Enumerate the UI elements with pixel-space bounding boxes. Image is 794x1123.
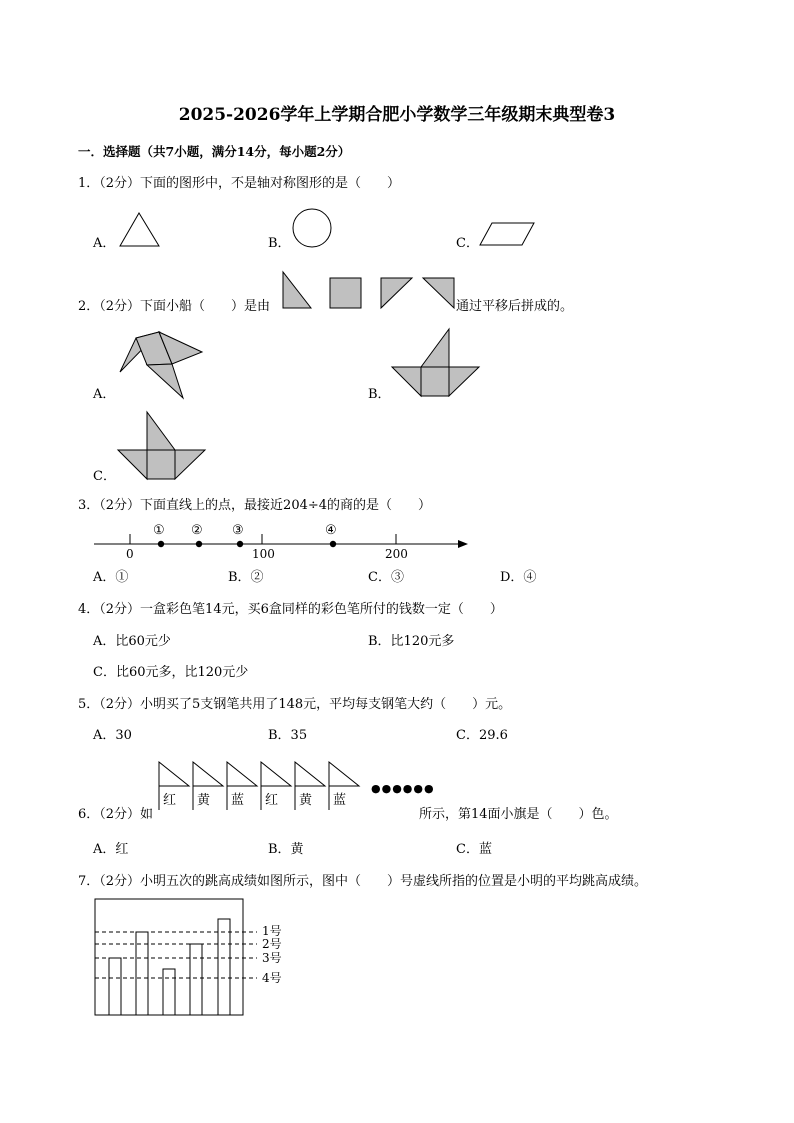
q1-option-b[interactable]: B． [268,236,291,251]
q6-option-c[interactable]: C．蓝 [456,842,492,857]
q2-option-a[interactable]: A． [93,387,116,402]
q4-option-c[interactable]: C．比60元多，比120元少 [93,665,249,680]
q2-option-c[interactable]: C． [93,469,116,484]
q6-option-a[interactable]: A．红 [93,842,129,857]
line-label-3: 3号 [262,951,282,965]
q2-option-c-figure [116,409,208,481]
q4-option-b[interactable]: B．比120元多 [368,634,455,649]
point-label-1: ① [153,523,165,538]
question-7-stem: 7．（2分）小明五次的跳高成绩如图所示，图中（ ）号虚线所指的位置是小明的平均跳高成绩。 [78,874,648,889]
parallelogram-icon [478,221,538,247]
q6-option-b[interactable]: B．黄 [268,842,304,857]
q5-option-b[interactable]: B．35 [268,728,308,743]
flag-label-5: 黄 [299,793,313,808]
q3-option-d[interactable]: D．④ [500,570,537,585]
q4-option-a[interactable]: A．比60元少 [93,634,171,649]
q2-option-b[interactable]: B． [368,387,391,402]
question-3-stem: 3．（2分）下面直线上的点，最接近204÷4的商的是（ ） [78,498,432,513]
question-4-stem: 4．（2分）一盒彩色笔14元，买6盒同样的彩色笔所付的钱数一定（ ） [78,602,503,617]
q5-option-c[interactable]: C．29.6 [456,728,508,743]
question-2-stem-start: 2．（2分）下面小船（ ）是由 [78,299,271,314]
question-6-stem-start: 6．（2分）如 [78,807,154,822]
section-heading: 一．选择题（共7小题，满分14分，每小题2分） [78,144,351,159]
tick-label-100: 100 [252,547,275,561]
q2-option-b-figure [390,326,482,398]
flag-label-1: 红 [163,793,177,808]
tick-label-0: 0 [126,547,134,561]
high-jump-chart [94,898,266,1018]
q2-option-a-figure [116,328,206,400]
q5-option-a[interactable]: A．30 [93,728,132,743]
q3-option-c[interactable]: C．③ [368,570,404,585]
question-6-stem-end: 所示，第14面小旗是（ ）色。 [419,807,618,822]
flag-label-3: 蓝 [231,793,245,808]
q1-option-c[interactable]: C． [456,236,479,251]
continuation-dots: ●●●●●● [371,782,435,795]
flag-label-2: 黄 [197,793,211,808]
component-shapes-icon [281,270,457,312]
number-line [92,520,472,564]
flag-label-4: 红 [265,793,279,808]
line-label-2: 2号 [262,937,282,951]
tick-label-200: 200 [385,547,408,561]
q1-option-a[interactable]: A． [93,236,116,251]
question-5-stem: 5．（2分）小明买了5支钢笔共用了148元，平均每支钢笔大约（ ）元。 [78,697,512,712]
point-label-4: ④ [325,523,337,538]
q3-option-a[interactable]: A．① [93,570,129,585]
page-title: 2025-2026学年上学期合肥小学数学三年级期末典型卷3 [178,105,616,125]
line-label-4: 4号 [262,971,282,985]
point-label-3: ③ [232,523,244,538]
point-label-2: ② [191,523,203,538]
q3-option-b[interactable]: B．② [228,570,264,585]
flag-label-6: 蓝 [333,793,347,808]
question-1-stem: 1．（2分）下面的图形中，不是轴对称图形的是（ ） [78,176,401,191]
question-2-stem-end: 通过平移后拼成的。 [456,299,574,314]
triangle-icon [118,210,162,248]
line-label-1: 1号 [262,924,282,938]
circle-icon [291,207,333,249]
